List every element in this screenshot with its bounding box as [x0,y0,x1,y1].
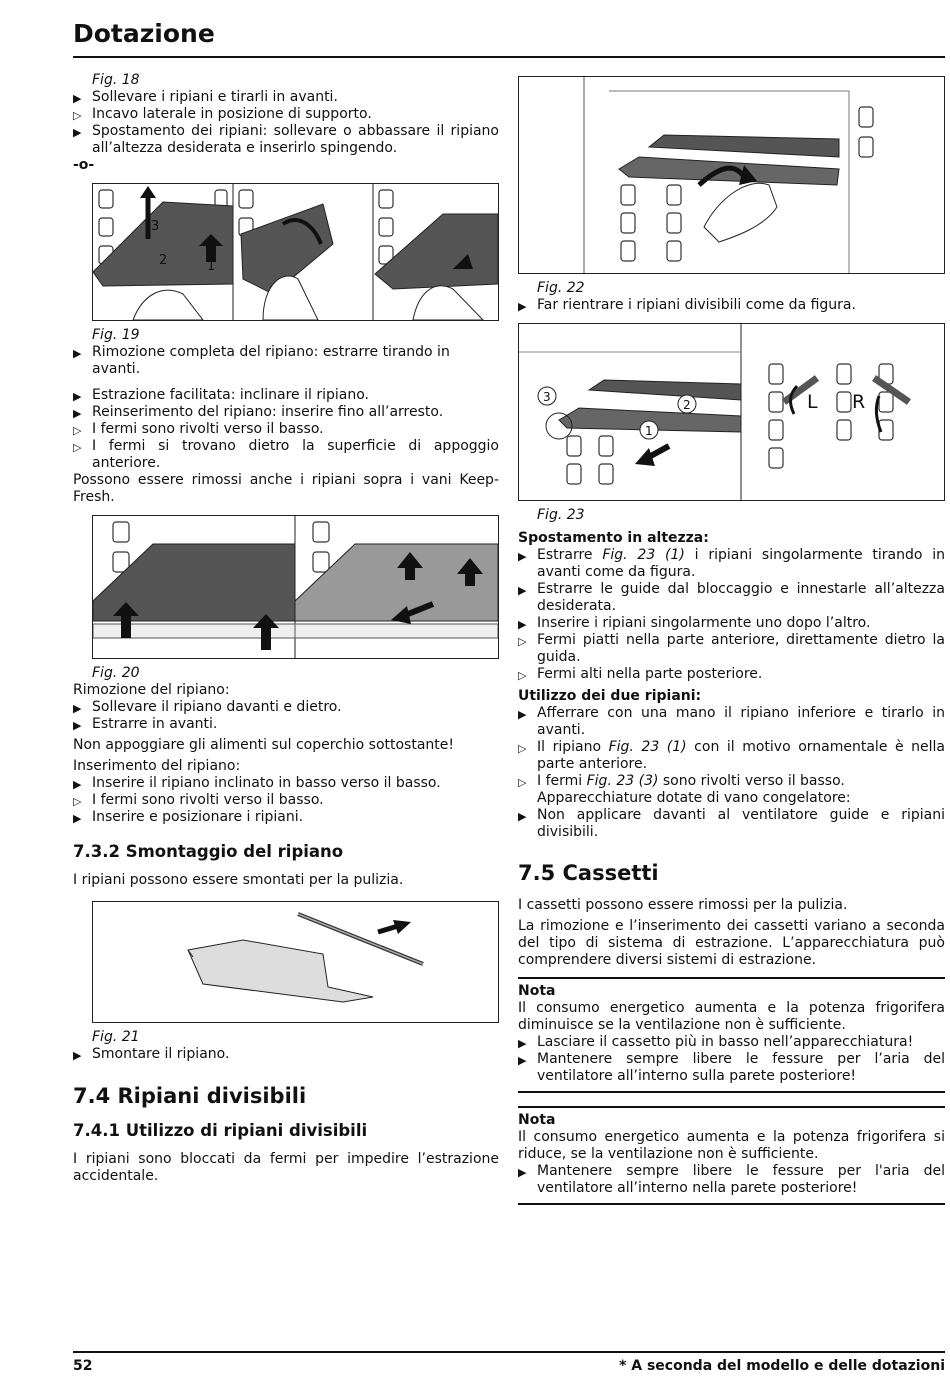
paragraph-drawers-systems: La rimozione e l’inserimento dei cassetti variano a seconda del tipo di sistema di estrazione. L’apparecchiatura può comprendere diversi sistemi di estrazione. [518,918,945,968]
step-pull-shelves-fig23: ▶ Estrarre Fig. 23 (1) i ripiani singolarmente tirando in avanti come da figura. [518,547,945,581]
paragraph-warning-lid: Non appoggiare gli alimenti sul coperchio sottostante! [73,737,455,753]
figure-19 [92,183,499,321]
page-title: Dotazione [73,19,215,48]
figure-22 [518,76,945,274]
fig22-caption: Fig. 22 [537,280,585,296]
step-tilt-shelf: ▶ Estrazione facilitata: inclinare il ripiano. [73,387,499,404]
fig23-label-3: 3 [543,390,551,404]
note1-title: Nota [518,983,556,999]
info-stops-behind: ▷ I fermi si trovano dietro la superficie di appoggio anteriore. [73,438,499,472]
info-ornament-front: ▷ Il ripiano Fig. 23 (1) con il motivo ornamentale è nella parte anteriore. [518,739,945,773]
fig18-caption: Fig. 18 [92,72,140,88]
step-remove-complete: ▶ Rimozione completa del ripiano: estrarre tirando in avanti. [73,344,499,378]
note1-text: Il consumo energetico aumenta e la potenza frigorifera diminuisce se la ventilazione non è sufficiente. [518,1000,945,1033]
paragraph-stops: I ripiani sono bloccati da fermi per impedire l’estrazione accidentale. [73,1151,499,1184]
info-flat-stops: ▷ Fermi piatti nella parte anteriore, direttamente dietro la guida. [518,632,945,666]
step-retract-split-shelves: ▶ Far rientrare i ripiani divisibili come da figura. [518,297,945,314]
paragraph-drawers-clean: I cassetti possono essere rimossi per la pulizia. [518,897,848,913]
step-lift-front-back: ▶ Sollevare il ripiano davanti e dietro. [73,699,499,716]
figure-20 [92,515,499,659]
fig23-caption: Fig. 23 [537,507,585,523]
step-insert-position: ▶ Inserire e posizionare i ripiani. [73,809,499,826]
step-lift-shelves: ▶ Sollevare i ripiani e tirarli in avanti. [73,89,499,106]
step-insert-one-by-one: ▶ Inserire i ripiani singolarmente uno dopo l’altro. [518,615,945,632]
fig19-caption: Fig. 19 [92,327,140,343]
fig19-label-1: 1 [207,259,216,274]
step-dismantle-shelf: ▶ Smontare il ripiano. [73,1046,499,1063]
note2-step-keep-vents-free: ▶ Mantenere sempre libere le fessure per l'aria del ventilatore all’interno nella parete posteriore! [518,1163,945,1197]
fig20-caption: Fig. 20 [92,665,140,681]
heading-7-5: 7.5 Cassetti [518,861,659,885]
step-reinsert-shelf: ▶ Reinserimento del ripiano: inserire fino all’arresto. [73,404,499,421]
footer-rule [73,1351,945,1353]
figure-21 [92,901,499,1023]
step-pull-guides: ▶ Estrarre le guide dal bloccaggio e innestarle all’altezza desiderata. [518,581,945,615]
page-number: 52 [73,1358,93,1374]
note-box-2 [518,1106,945,1205]
note1-step-lowest-drawer: ▶ Lasciare il cassetto più in basso nell’apparecchiatura! [518,1034,945,1051]
fig19-label-3: 3 [151,219,160,234]
fig21-caption: Fig. 21 [92,1029,140,1045]
heading-height-adjust: Spostamento in altezza: [518,530,709,546]
right-column [518,76,945,1205]
fig23-label-right: R [852,391,866,413]
paragraph-freezer-devices: Apparecchiature dotate di vano congelatore: [537,790,851,806]
fig19-label-2: 2 [159,253,168,268]
fig23-label-1: 1 [645,424,653,438]
left-column [73,72,499,1185]
info-stops-down: ▷ I fermi sono rivolti verso il basso. [73,421,499,438]
paragraph-removal: Rimozione del ripiano: [73,682,230,698]
step-pull-forward: ▶ Estrarre in avanti. [73,716,499,733]
paragraph-dismantle: I ripiani possono essere smontati per la pulizia. [73,872,404,888]
fig23-label-left: L [807,391,818,413]
figure-23 [518,323,945,501]
footer-note: * A seconda del modello e delle dotazioni [619,1358,945,1374]
fig23-label-2: 2 [683,398,691,412]
heading-two-shelves: Utilizzo dei due ripiani: [518,688,702,704]
header-rule [73,56,945,58]
paragraph-keepfresh: Possono essere rimossi anche i ripiani sopra i vani Keep-Fresh. [73,472,499,505]
note1-step-keep-vents-free: ▶ Mantenere sempre libere le fessure per l’aria del ventilatore all’interno sulla parete posteriore! [518,1051,945,1085]
note2-text: Il consumo energetico aumenta e la potenza frigorifera si riduce, se la ventilazione non è sufficiente. [518,1129,945,1162]
step-no-guides-fan: ▶ Non applicare davanti al ventilatore guide e ripiani divisibili. [518,807,945,841]
step-insert-tilted: ▶ Inserire il ripiano inclinato in basso verso il basso. [73,775,499,792]
step-grab-lower-shelf: ▶ Afferrare con una mano il ripiano inferiore e tirarlo in avanti. [518,705,945,739]
note2-title: Nota [518,1112,556,1128]
heading-7-4: 7.4 Ripiani divisibili [73,1084,307,1108]
or-separator: -o- [73,157,95,173]
info-side-notch: ▷ Incavo laterale in posizione di supporto. [73,106,499,123]
info-stops-fig23: ▷ I fermi Fig. 23 (3) sono rivolti verso il basso. [518,773,945,790]
step-move-shelves: ▶ Spostamento dei ripiani: sollevare o abbassare il ripiano all’altezza desiderata e inserirlo spingendo. [73,123,499,157]
heading-7-3-2: 7.3.2 Smontaggio del ripiano [73,842,344,861]
info-stops-down-2: ▷ I fermi sono rivolti verso il basso. [73,792,499,809]
paragraph-insertion: Inserimento del ripiano: [73,758,241,774]
info-high-stops: ▷ Fermi alti nella parte posteriore. [518,666,945,683]
heading-7-4-1: 7.4.1 Utilizzo di ripiani divisibili [73,1121,368,1140]
note-box-1 [518,977,945,1093]
